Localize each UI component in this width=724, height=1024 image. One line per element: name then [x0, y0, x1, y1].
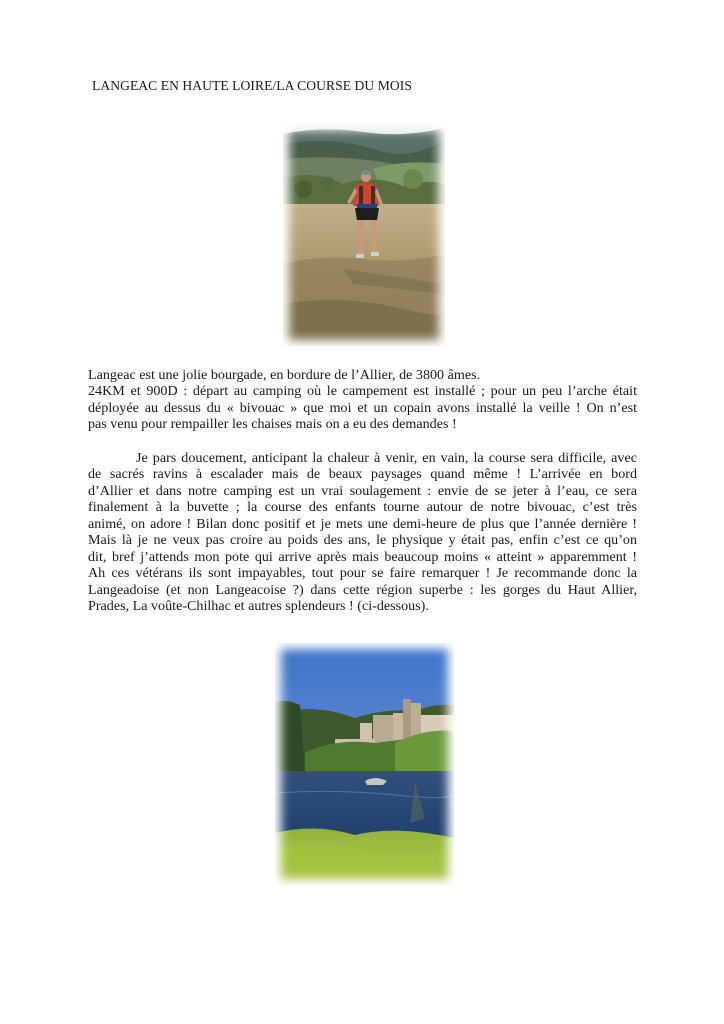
paragraph-line: dit, bref j’attends mon pote qui arrive après mais beaucoup moins « atteint » apparemment ! — [88, 548, 637, 565]
paragraph-line: déployée au dessus du « bivouac » que moi et un copain avons installé la veille ! On n’est — [88, 399, 637, 416]
paragraph-line: d’Allier et dans notre camping est un vrai soulagement : envie de se jeter à l’eau, ce sera — [88, 482, 637, 499]
paragraph-line: 24KM et 900D : départ au camping où le campement est installé ; pour un peu l’arche était — [88, 383, 637, 400]
paragraph-line: Prades, La voûte-Chilhac et autres splendeurs ! (ci-dessous). — [88, 597, 429, 614]
paragraph-line: pas venu pour rempailler les chaises mais on a eu des demandes ! — [88, 416, 457, 433]
paragraph-line: Je pars doucement, anticipant la chaleur à venir, en vain, la course sera difficile, avec — [136, 450, 637, 466]
paragraph-line: Ah ces vétérans ils sont impayables, tout pour se faire remarquer ! Je recommande donc la — [88, 565, 637, 582]
race-report-paragraph — [88, 450, 637, 614]
intro-paragraph — [88, 367, 637, 433]
paragraph-line: animé, on adore ! Bilan donc positif et je mets une demi-heure de plus que l’année dernière ! — [88, 515, 637, 532]
trail-runner-photo — [283, 124, 445, 346]
paragraph-line: Mais là je ne veux pas croire au poids des ans, le physique y était pas, enfin c’est ce qu’on — [88, 532, 637, 549]
paragraph-line: de sacrés ravins à escalader mais de beaux paysages quand même ! L’arrivée en bord — [88, 466, 637, 483]
paragraph-line: Langeadoise (et non Langeacoise ?) dans cette région superbe : les gorges du Haut Allier, — [88, 581, 637, 598]
river-castle-illustration — [275, 643, 454, 885]
river-castle-photo — [275, 643, 454, 885]
document-title: LANGEAC EN HAUTE LOIRE/LA COURSE DU MOIS — [92, 78, 412, 93]
paragraph-line: finalement à la buvette ; la course des enfants tourne autour de notre bivouac, c’est très — [88, 499, 637, 516]
trail-runner-illustration — [283, 124, 445, 346]
paragraph-line: Langeac est une jolie bourgade, en bordure de l’Allier, de 3800 âmes. — [88, 367, 481, 383]
